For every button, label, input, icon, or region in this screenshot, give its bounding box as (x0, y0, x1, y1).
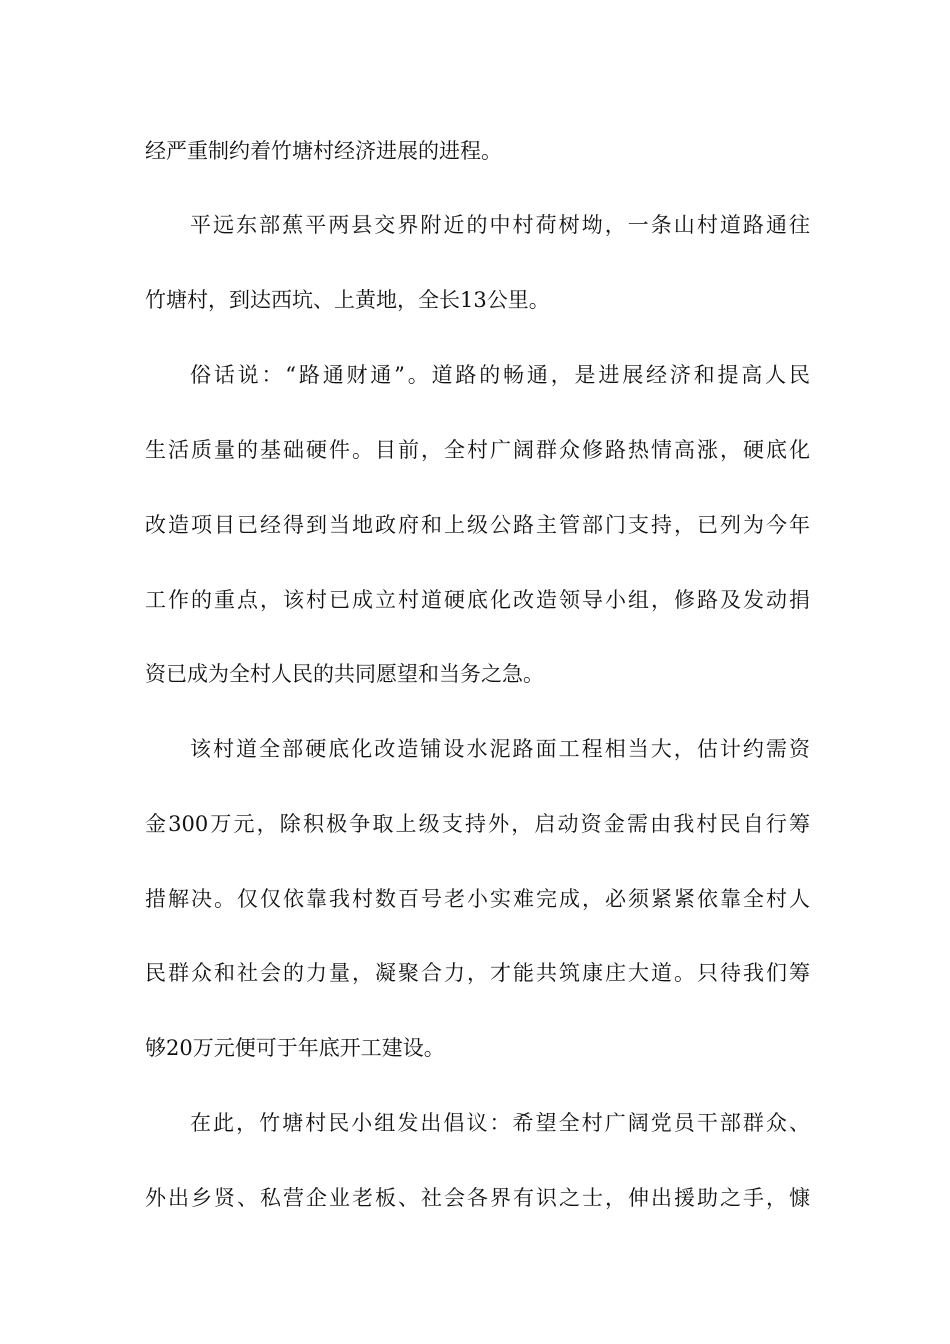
text-line: 工作的重点，该村已成立村道硬底化改造领导小组，修路及发动捐 (145, 588, 810, 612)
text-line: 资已成为全村人民的共同愿望和当务之急。 (145, 662, 544, 686)
paragraph-first-line: 俗话说：“路通财通”。道路的畅通，是进展经济和提高人民 (190, 363, 810, 387)
text-line: 措解决。仅仅依靠我村数百号老小实难完成，必须紧紧依靠全村人 (145, 887, 810, 911)
text-line: 经严重制约着竹塘村经济进展的进程。 (145, 139, 502, 163)
text-line: 外出乡贤、私营企业老板、社会各界有识之士，伸出援助之手，慷 (145, 1186, 810, 1210)
text-line: 金300万元，除积极争取上级支持外，启动资金需由我村民自行筹 (145, 812, 810, 836)
paragraph-first-line: 该村道全部硬底化改造铺设水泥路面工程相当大，估计约需资 (190, 737, 810, 761)
text-line: 够20万元便可于年底开工建设。 (145, 1036, 445, 1060)
text-line: 改造项目已经得到当地政府和上级公路主管部门支持，已列为今年 (145, 513, 810, 537)
paragraph-first-line: 在此，竹塘村民小组发出倡议：希望全村广阔党员干部群众、 (190, 1111, 810, 1135)
text-line: 生活质量的基础硬件。目前，全村广阔群众修路热情高涨，硬底化 (145, 438, 810, 462)
text-line: 民群众和社会的力量，凝聚合力，才能共筑康庄大道。只待我们筹 (145, 961, 810, 985)
paragraph-first-line: 平远东部蕉平两县交界附近的中村荷树坳，一条山村道路通往 (190, 213, 810, 237)
text-line: 竹塘村，到达西坑、上黄地，全长13公里。 (145, 288, 550, 312)
